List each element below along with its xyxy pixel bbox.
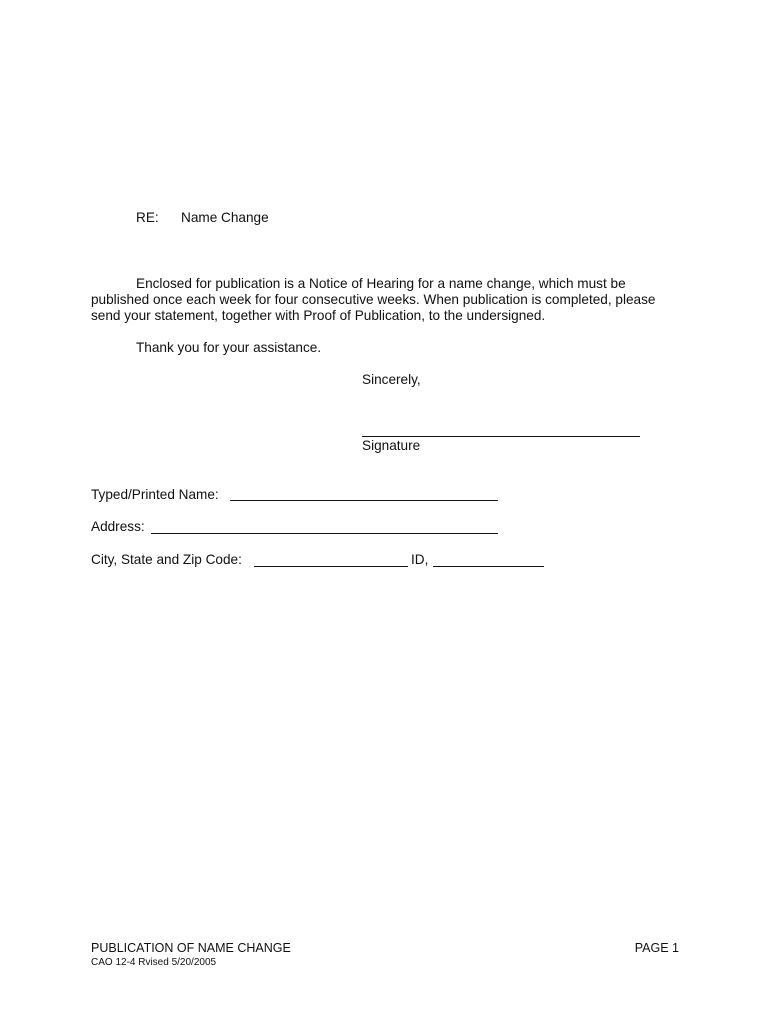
body-paragraph: [91, 276, 681, 324]
re-label: RE:: [136, 210, 159, 225]
body-line-1: Enclosed for publication is a Notice of Hearing for a name change, which must be: [136, 276, 626, 291]
printed-name-label: Typed/Printed Name:: [91, 487, 219, 502]
signature-label: Signature: [362, 438, 421, 453]
id-label: ID,: [411, 552, 429, 567]
address-line[interactable]: [151, 533, 498, 534]
address-label: Address:: [91, 519, 145, 534]
footer-form-code: CAO 12-4 Rvised 5/20/2005: [91, 957, 217, 968]
re-subject: Name Change: [181, 210, 269, 225]
signature-line[interactable]: [362, 436, 640, 437]
city-state-zip-line[interactable]: [254, 566, 408, 567]
body-line-2: published once each week for four consecutive weeks. When publication is completed, please: [91, 292, 656, 307]
footer-page-number: PAGE 1: [634, 941, 679, 955]
id-line[interactable]: [433, 566, 544, 567]
thanks-line: Thank you for your assistance.: [136, 340, 322, 355]
valediction: Sincerely,: [362, 372, 421, 387]
printed-name-line[interactable]: [230, 500, 498, 501]
footer-title: PUBLICATION OF NAME CHANGE: [91, 941, 291, 955]
city-state-zip-label: City, State and Zip Code:: [91, 552, 242, 567]
body-line-3: send your statement, together with Proof of Publication, to the undersigned.: [91, 308, 546, 323]
